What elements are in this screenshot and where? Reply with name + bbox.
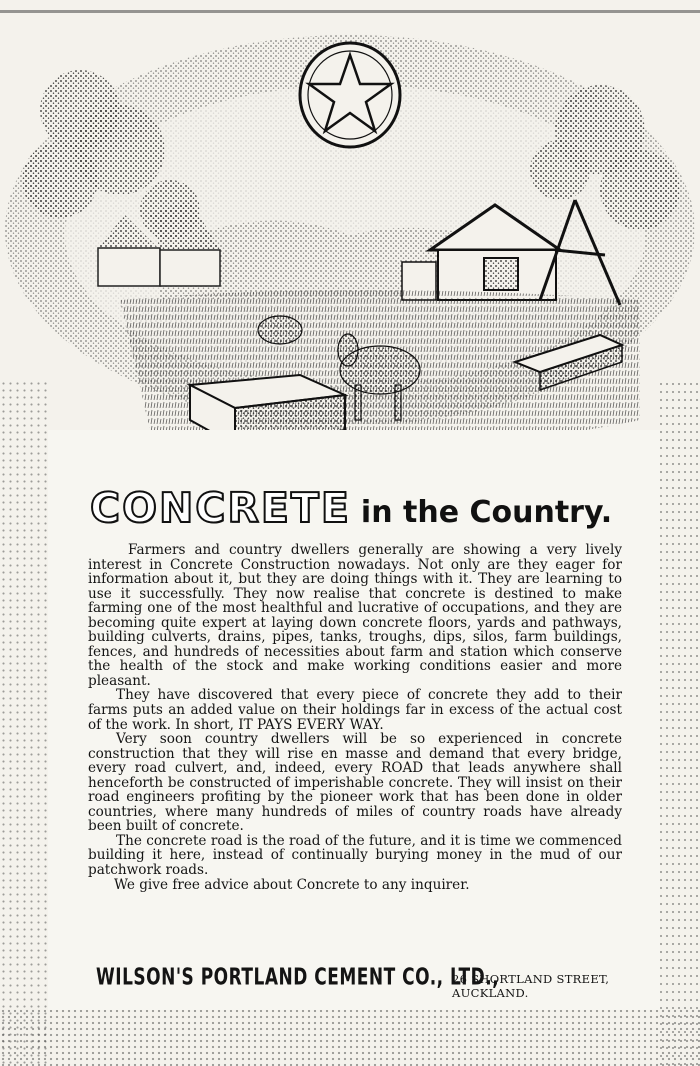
advertisement-body <box>88 543 622 892</box>
address-street: 26 SHORTLAND STREET, <box>452 972 610 986</box>
headline <box>90 484 630 532</box>
paragraph-2: They have discovered that every piece of concrete they add to their farms puts an added value on their holdings far in excess of the actual cost of the work. In short, IT PAYS EVERY WAY. <box>88 687 622 733</box>
paragraph-3: Very soon country dwellers will be so experienced in concrete construction that they will rise en masse and demand that every bridge, every road culvert, and, indeed, every ROAD that leads anywhere shall henceforth be constructed of imperishable concrete. They will insist on their road engineers profiting by the pioneer work that has been done in older countries, where many hundreds of miles of country roads have already been built of concrete. <box>88 731 622 835</box>
border-speckle-left <box>0 380 48 1066</box>
company-name: WILSON'S PORTLAND CEMENT CO., LTD., <box>96 964 500 991</box>
headline-concrete: CONCRETE <box>90 484 351 532</box>
paragraph-4: The concrete road is the road of the future, and it is time we commenced building it here, instead of continually burying money in the mud of our patchwork roads. <box>88 832 622 879</box>
border-speckle-bottom <box>0 1008 700 1066</box>
farm-scene-illustration <box>0 0 700 470</box>
headline-in-the-country: in the Country. <box>360 495 613 530</box>
star-emblem-icon <box>300 43 400 147</box>
address-city: AUCKLAND. <box>452 986 529 1000</box>
paragraph-5: We give free advice about Concrete to any inquirer. <box>114 876 470 893</box>
company-address <box>452 972 609 1000</box>
paragraph-1: Farmers and country dwellers generally are showing a very lively interest in Concrete Construction nowadays. Not only are they eager for information about it, but they are doing things with it. They are learning to use it successfully. They now realise that concrete is destined to make farming one of the most healthful and lucrative of occupations, and they are becoming quite expert at laying down concrete floors, yards and pathways, building culverts, drains, pipes, tanks, troughs, dips, silos, farm buildings, fences, and hundreds of necessities about farm and station which conserve the health of the stock and make working conditions easier and more pleasant. <box>88 542 622 689</box>
border-speckle-right <box>658 380 700 1066</box>
